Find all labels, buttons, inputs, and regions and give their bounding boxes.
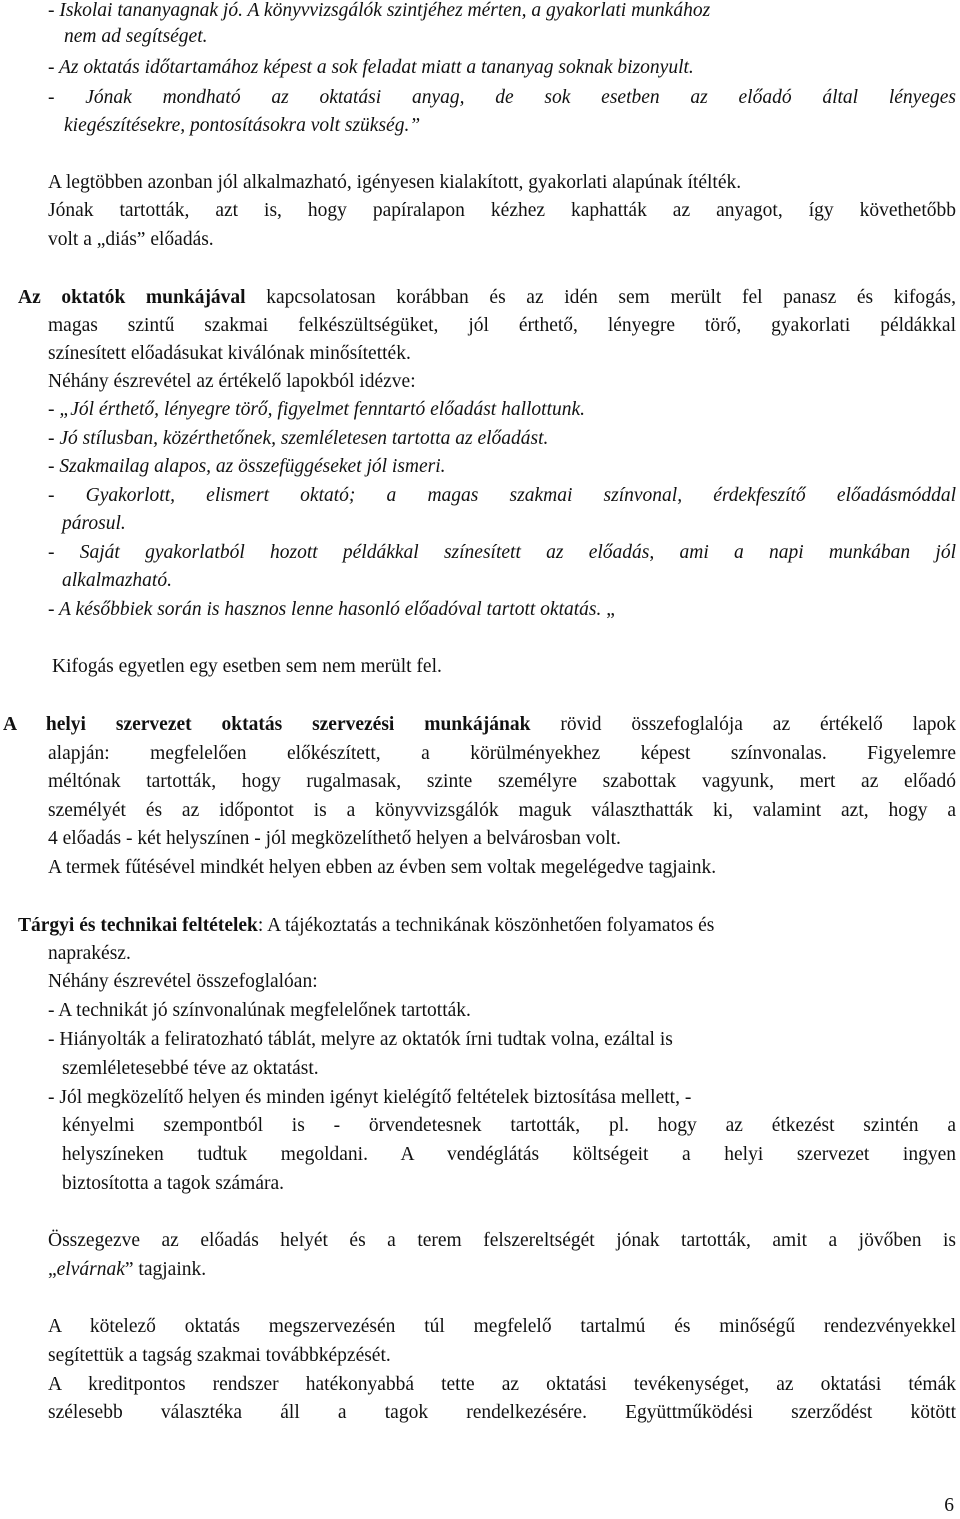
organization-paragraph-line-5: 4 előadás - két helyszínen - jól megközelíthető helyen a belvárosban volt. bbox=[48, 828, 621, 849]
feedback-quote-4-cont: párosul. bbox=[62, 513, 126, 534]
feedback-quote-2: - Jó stílusban, közérthetőnek, szemléletesen tartotta az előadást. bbox=[48, 428, 549, 449]
page-number: 6 bbox=[944, 1495, 954, 1516]
technical-colon: : bbox=[257, 915, 264, 936]
summary-open-quote: „ bbox=[48, 1259, 57, 1280]
summary-tail: ” tagjaink. bbox=[124, 1259, 207, 1280]
paragraph-summary-line-2: Jónak tartották, azt is, hogy papíralapon kézhez kaphatták az anyagot, így követhetőbb bbox=[48, 200, 956, 221]
instructors-paragraph-line-1 bbox=[18, 285, 956, 311]
training-paragraph-line-1: A kötelező oktatás megszervezésén túl megfelelő tartalmú és minőségű rendezvényekkel bbox=[48, 1316, 956, 1337]
training-paragraph-line-2: segítettük a tagság szakmai továbbképzését. bbox=[48, 1345, 391, 1366]
quote-line-5: kiegészítésekre, pontosításokra volt szükség.” bbox=[64, 115, 421, 136]
organization-paragraph-line-3: méltónak tartották, hogy rugalmasak, szinte személyre szabottak vagyunk, mert az előadó bbox=[48, 771, 956, 792]
technical-notes-intro: Néhány észrevétel összefoglalóan: bbox=[48, 971, 318, 992]
organization-heading: A helyi szervezet oktatás szervezési munkájának bbox=[3, 714, 531, 735]
technical-paragraph-line-2: naprakész. bbox=[48, 943, 131, 964]
quote-line-1: - Iskolai tananyagnak jó. A könyvvizsgálók szintjéhez mérten, a gyakorlati munkához bbox=[48, 0, 711, 21]
technical-note-3-cont-3: biztosította a tagok számára. bbox=[62, 1173, 285, 1194]
feedback-quote-5-cont: alkalmazható. bbox=[62, 570, 172, 591]
feedback-quote-3: - Szakmailag alapos, az összefüggéseket jól ismeri. bbox=[48, 456, 446, 477]
organization-paragraph-line-6: A termek fűtésével mindkét helyen ebben az évben sem voltak megelégedve tagjaink. bbox=[48, 857, 717, 878]
feedback-quote-5: - Saját gyakorlatból hozott példákkal színesített az előadás, ami a napi munkában jól bbox=[48, 542, 956, 563]
no-complaint-line: Kifogás egyetlen egy esetben sem nem merült fel. bbox=[52, 656, 442, 677]
feedback-quote-6-text: - A későbbiek során is hasznos lenne hasonló előadóval tartott oktatás. bbox=[48, 599, 602, 620]
technical-note-2: - Hiányolták a feliratozható táblát, melyre az oktatók írni tudtak volna, ezáltal is bbox=[48, 1029, 673, 1050]
technical-paragraph-line-1 bbox=[18, 913, 938, 939]
instructors-text: kapcsolatosan korábban és az idén sem merült fel panasz és kifogás, bbox=[245, 287, 956, 308]
paragraph-summary-line-3: volt a „diás” előadás. bbox=[48, 229, 214, 250]
technical-note-1: - A technikát jó színvonalúnak megfelelőnek tartották. bbox=[48, 1000, 471, 1021]
instructors-paragraph-line-2: magas szintű szakmai felkészültségüket, jól érthető, lényegre törő, gyakorlati példákkal bbox=[48, 315, 956, 336]
technical-note-2-cont: szemléletesebbé téve az oktatást. bbox=[62, 1058, 319, 1079]
quote-line-4: - Jónak mondható az oktatási anyag, de sok esetben az előadó által lényeges bbox=[48, 87, 956, 108]
summary-line-1: Összegezve az előadás helyét és a terem felszereltségét jónak tartották, amit a jövőben is bbox=[48, 1230, 956, 1251]
feedback-quote-4: - Gyakorlott, elismert oktató; a magas szakmai színvonal, érdekfeszítő előadásmóddal bbox=[48, 485, 956, 506]
feedback-quote-6-mark: „ bbox=[601, 599, 615, 620]
summary-line-2 bbox=[48, 1257, 206, 1283]
feedback-quote-1: - „Jól érthető, lényegre törő, figyelmet fenntartó előadást hallottunk. bbox=[48, 399, 586, 420]
instructors-heading: Az oktatók munkájával bbox=[18, 287, 246, 308]
instructors-paragraph-line-3: színesített előadásukat kiválónak minősítették. bbox=[48, 343, 411, 364]
technical-note-3-cont-2: helyszíneken tudtuk megoldani. A vendéglátás költségeit a helyi szervezet ingyen bbox=[62, 1144, 956, 1165]
quote-line-3: - Az oktatás időtartamához képest a sok feladat miatt a tananyag soknak bizonyult. bbox=[48, 57, 694, 78]
organization-paragraph-line-4: személyét és az időpontot is a könyvvizsgálók maguk választhatták ki, valamint azt, hogy a bbox=[48, 800, 956, 821]
technical-text: A tájékoztatás a technikának köszönhetően folyamatos és bbox=[263, 915, 715, 936]
credit-paragraph-line-2: szélesebb választéka áll a tagok rendelkezésére. Együttműködési szerződést kötött bbox=[48, 1402, 956, 1423]
technical-note-3: - Jól megközelítő helyen és minden igényt kielégítő feltételek biztosítása mellett, - bbox=[48, 1087, 692, 1108]
summary-emphasis: elvárnak bbox=[56, 1259, 125, 1280]
credit-paragraph-line-1: A kreditpontos rendszer hatékonyabbá tette az oktatási tevékenységet, az oktatási témák bbox=[48, 1374, 956, 1395]
quote-line-2: nem ad segítséget. bbox=[64, 26, 208, 47]
technical-heading: Tárgyi és technikai feltételek bbox=[18, 915, 258, 936]
technical-note-3-cont-1: kényelmi szempontból is - örvendetesnek tartották, pl. hogy az étkezést szintén a bbox=[62, 1115, 956, 1136]
feedback-intro: Néhány észrevétel az értékelő lapokból idézve: bbox=[48, 371, 416, 392]
organization-text: rövid összefoglalója az értékelő lapok bbox=[530, 714, 956, 735]
feedback-quote-6 bbox=[48, 597, 615, 623]
paragraph-summary-line-1: A legtöbben azonban jól alkalmazható, igényesen kialakított, gyakorlati alapúnak ítélték. bbox=[48, 172, 742, 193]
organization-paragraph-line-1 bbox=[3, 712, 956, 738]
organization-paragraph-line-2: alapján: megfelelően előkészített, a körülményekhez képest színvonalas. Figyelemre bbox=[48, 743, 956, 764]
